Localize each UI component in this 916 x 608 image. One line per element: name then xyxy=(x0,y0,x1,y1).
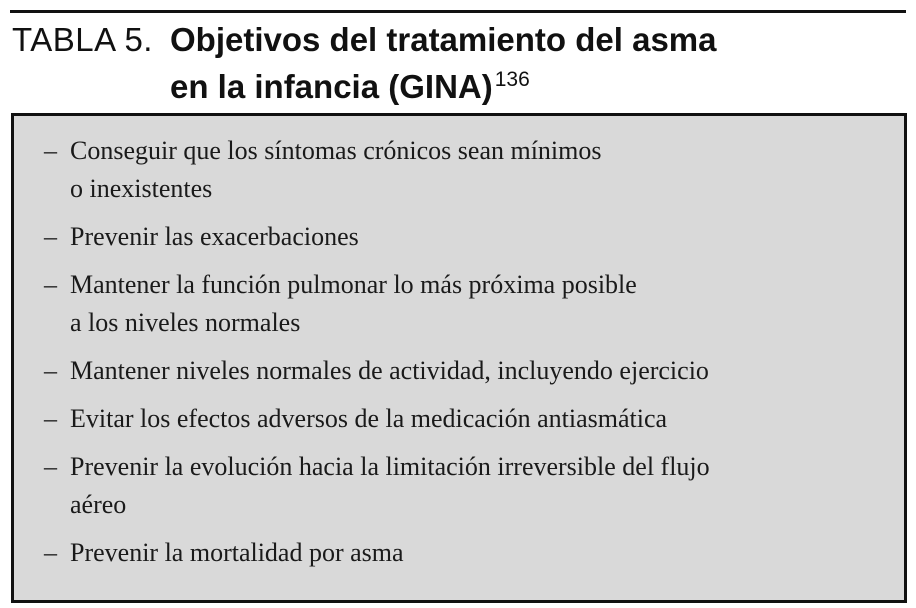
list-item-text: Prevenir la mortalidad por asma xyxy=(70,538,404,567)
list-item-text: Mantener niveles normales de actividad, incluyendo ejercicio xyxy=(70,356,709,385)
dash-marker: – xyxy=(44,452,57,481)
table-title-line-2: en la infancia (GINA) xyxy=(170,68,493,105)
objectives-list xyxy=(44,132,894,582)
caption-line-1 xyxy=(12,20,906,60)
top-rule xyxy=(10,10,906,13)
dash-marker: – xyxy=(44,404,57,433)
caption-line-2 xyxy=(12,60,906,108)
dash-marker: – xyxy=(44,356,57,385)
dash-marker: – xyxy=(44,136,57,165)
list-item xyxy=(44,352,894,390)
list-item-text: Mantener la función pulmonar lo más próxima posible a los niveles normales xyxy=(70,270,637,337)
list-item xyxy=(44,132,894,208)
list-item xyxy=(44,266,894,342)
reference-superscript: 136 xyxy=(494,68,530,91)
list-item-text: Conseguir que los síntomas crónicos sean mínimos o inexistentes xyxy=(70,136,602,203)
list-item-text: Prevenir la evolución hacia la limitación irreversible del flujo aéreo xyxy=(70,452,710,519)
dash-marker: – xyxy=(44,270,57,299)
dash-marker: – xyxy=(44,538,57,567)
dash-marker: – xyxy=(44,222,57,251)
table-title-line-1: Objetivos del tratamiento del asma xyxy=(170,21,717,58)
list-item xyxy=(44,218,894,256)
list-item xyxy=(44,448,894,524)
list-item-text: Prevenir las exacerbaciones xyxy=(70,222,359,251)
list-item-text: Evitar los efectos adversos de la medicación antiasmática xyxy=(70,404,668,433)
table-label: TABLA 5. xyxy=(12,21,153,58)
objectives-box xyxy=(11,113,907,603)
list-item xyxy=(44,534,894,572)
list-item xyxy=(44,400,894,438)
table-caption xyxy=(12,20,906,108)
